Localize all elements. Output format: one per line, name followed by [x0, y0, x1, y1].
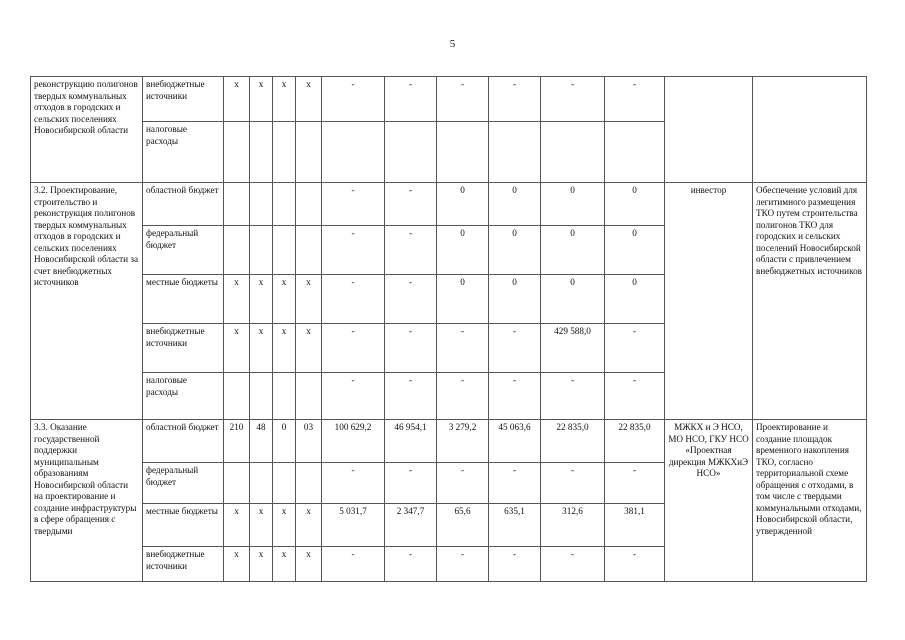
budget-code-cell	[224, 183, 250, 226]
budget-code-cell	[224, 463, 250, 504]
amount-cell: -	[541, 547, 605, 582]
funding-source-cell: областной бюджет	[143, 420, 224, 463]
measure-name-cell: реконструкцию полигонов твердых коммунальных отходов в городских и сельских поселениях Новосибирской области	[31, 77, 143, 183]
amount-cell: 0	[437, 183, 489, 226]
page-number: 5	[449, 38, 456, 50]
amount-cell: -	[541, 373, 605, 420]
budget-code-cell: х	[296, 77, 322, 122]
budget-code-cell	[296, 226, 322, 275]
amount-cell	[322, 122, 385, 183]
budget-code-cell	[273, 373, 296, 420]
budget-code-cell: х	[273, 275, 296, 324]
budget-code-cell: х	[296, 324, 322, 373]
budget-code-cell	[296, 183, 322, 226]
amount-cell: -	[605, 373, 665, 420]
amount-cell: -	[437, 547, 489, 582]
amount-cell: 100 629,2	[322, 420, 385, 463]
budget-code-cell	[273, 226, 296, 275]
amount-cell: -	[605, 77, 665, 122]
amount-cell	[385, 122, 437, 183]
amount-cell: -	[322, 324, 385, 373]
amount-cell: 0	[541, 226, 605, 275]
budget-code-cell	[273, 463, 296, 504]
funding-source-cell: федеральный бюджет	[143, 463, 224, 504]
amount-cell: -	[385, 373, 437, 420]
amount-cell	[605, 122, 665, 183]
amount-cell: 0	[541, 275, 605, 324]
amount-cell: 0	[541, 183, 605, 226]
budget-code-cell: х	[273, 324, 296, 373]
budget-code-cell: х	[273, 77, 296, 122]
amount-cell: 22 835,0	[605, 420, 665, 463]
amount-cell: -	[385, 77, 437, 122]
amount-cell: -	[489, 77, 541, 122]
amount-cell: 0	[605, 226, 665, 275]
amount-cell	[437, 122, 489, 183]
amount-cell: 0	[437, 275, 489, 324]
amount-cell: -	[489, 373, 541, 420]
funding-source-cell: областной бюджет	[143, 183, 224, 226]
amount-cell: -	[605, 463, 665, 504]
budget-code-cell	[273, 183, 296, 226]
executor-cell	[665, 77, 753, 183]
table-body	[31, 77, 867, 582]
budget-code-cell: х	[224, 504, 250, 547]
amount-cell: -	[489, 463, 541, 504]
budget-code-cell: х	[250, 77, 273, 122]
budget-code-cell	[296, 373, 322, 420]
amount-cell: 65,6	[437, 504, 489, 547]
amount-cell: 0	[489, 226, 541, 275]
amount-cell: -	[437, 77, 489, 122]
amount-cell	[541, 122, 605, 183]
amount-cell: -	[385, 463, 437, 504]
expected-result-cell: Обеспечение условий для легитимного размещения ТКО путем строительства полигонов ТКО для городских и сельских поселений Новосибирской области с привлечением внебюджетных источников	[753, 183, 867, 420]
budget-code-cell	[250, 122, 273, 183]
expected-result-cell: Проектирование и создание площадок временного накопления ТКО, согласно территориальной схеме обращения с отходами, в том числе с твердыми коммунальными отходами, Новосибирской области, утвержденной	[753, 420, 867, 582]
amount-cell: -	[489, 547, 541, 582]
amount-cell: -	[437, 463, 489, 504]
amount-cell: -	[385, 324, 437, 373]
amount-cell: -	[322, 275, 385, 324]
amount-cell: -	[322, 373, 385, 420]
amount-cell: 22 835,0	[541, 420, 605, 463]
amount-cell: -	[605, 547, 665, 582]
amount-cell: 429 588,0	[541, 324, 605, 373]
budget-code-cell: х	[250, 504, 273, 547]
budget-code-cell: х	[296, 275, 322, 324]
expected-result-cell	[753, 77, 867, 183]
amount-cell: -	[437, 324, 489, 373]
amount-cell: -	[437, 373, 489, 420]
table-row	[31, 420, 867, 463]
amount-cell: 0	[437, 226, 489, 275]
budget-code-cell: х	[250, 275, 273, 324]
amount-cell: -	[322, 463, 385, 504]
budget-code-cell	[224, 122, 250, 183]
budget-code-cell	[250, 226, 273, 275]
budget-code-cell: х	[250, 547, 273, 582]
budget-code-cell: 03	[296, 420, 322, 463]
measure-name-cell: 3.2. Проектирование, строительство и реконструкция полигонов твердых коммунальных отходов в городских и сельских поселениях Новосибирской области за счет внебюджетных источников	[31, 183, 143, 420]
amount-cell: 381,1	[605, 504, 665, 547]
amount-cell: -	[489, 324, 541, 373]
budget-code-cell: 210	[224, 420, 250, 463]
amount-cell: 312,6	[541, 504, 605, 547]
budget-code-cell	[250, 463, 273, 504]
table-row	[31, 77, 867, 122]
amount-cell: 46 954,1	[385, 420, 437, 463]
budget-code-cell	[296, 122, 322, 183]
budget-code-cell: х	[296, 547, 322, 582]
program-table	[30, 76, 867, 582]
budget-code-cell: х	[224, 275, 250, 324]
amount-cell: 0	[605, 275, 665, 324]
amount-cell: -	[541, 463, 605, 504]
amount-cell: 3 279,2	[437, 420, 489, 463]
budget-code-cell: х	[250, 324, 273, 373]
amount-cell: 2 347,7	[385, 504, 437, 547]
executor-cell: МЖКХ и Э НСО, МО НСО, ГКУ НСО «Проектная дирекция МЖКХиЭ НСО»	[665, 420, 753, 582]
table-row	[31, 183, 867, 226]
amount-cell: -	[385, 183, 437, 226]
amount-cell: 0	[605, 183, 665, 226]
budget-code-cell	[224, 373, 250, 420]
funding-source-cell: федеральный бюджет	[143, 226, 224, 275]
budget-code-cell	[224, 226, 250, 275]
amount-cell: 5 031,7	[322, 504, 385, 547]
amount-cell: 0	[489, 275, 541, 324]
amount-cell: -	[385, 275, 437, 324]
budget-code-cell	[273, 122, 296, 183]
amount-cell: -	[605, 324, 665, 373]
budget-code-cell	[250, 183, 273, 226]
amount-cell: -	[322, 183, 385, 226]
amount-cell: -	[385, 226, 437, 275]
funding-source-cell: внебюджетные источники	[143, 324, 224, 373]
funding-source-cell: местные бюджеты	[143, 275, 224, 324]
funding-source-cell: налоговые расходы	[143, 373, 224, 420]
amount-cell: -	[322, 77, 385, 122]
funding-source-cell: внебюджетные источники	[143, 77, 224, 122]
funding-source-cell: налоговые расходы	[143, 122, 224, 183]
funding-source-cell: внебюджетные источники	[143, 547, 224, 582]
amount-cell: -	[322, 547, 385, 582]
budget-code-cell: 48	[250, 420, 273, 463]
amount-cell: 635,1	[489, 504, 541, 547]
budget-code-cell: х	[224, 324, 250, 373]
amount-cell: 45 063,6	[489, 420, 541, 463]
amount-cell: -	[541, 77, 605, 122]
executor-cell: инвестор	[665, 183, 753, 420]
amount-cell: 0	[489, 183, 541, 226]
amount-cell	[489, 122, 541, 183]
budget-code-cell: х	[296, 504, 322, 547]
amount-cell: -	[385, 547, 437, 582]
budget-code-cell: х	[273, 504, 296, 547]
budget-code-cell: х	[224, 547, 250, 582]
measure-name-cell: 3.3. Оказание государственной поддержки муниципальным образованиям Новосибирской области на проектирование и создание инфраструктуры в сфере обращения с твердыми	[31, 420, 143, 582]
budget-code-cell: 0	[273, 420, 296, 463]
budget-code-cell	[250, 373, 273, 420]
amount-cell: -	[322, 226, 385, 275]
budget-code-cell: х	[273, 547, 296, 582]
budget-code-cell: х	[224, 77, 250, 122]
budget-code-cell	[296, 463, 322, 504]
funding-source-cell: местные бюджеты	[143, 504, 224, 547]
